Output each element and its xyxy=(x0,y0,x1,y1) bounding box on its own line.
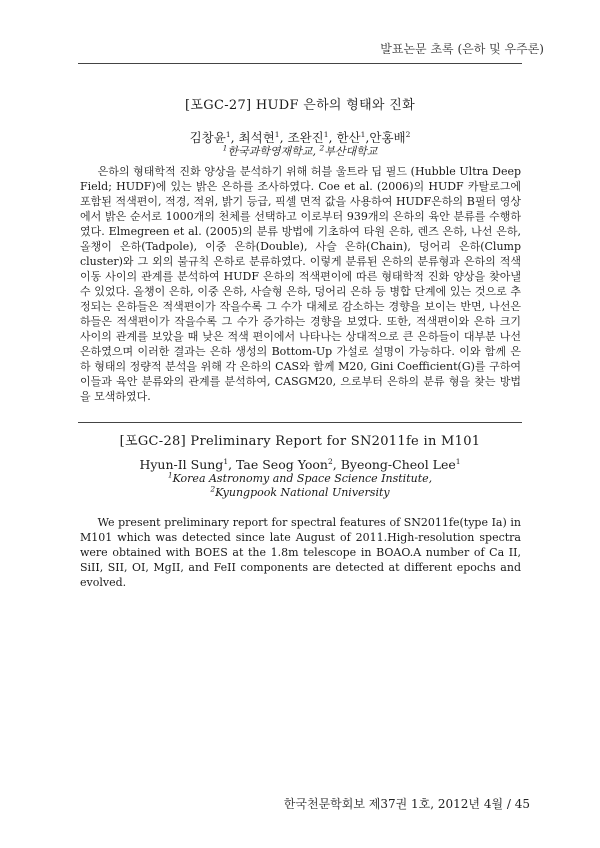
author-name: Tae Seog Yoon xyxy=(236,457,328,472)
author-sup: 1 xyxy=(223,456,229,466)
paper1-abstract: 은하의 형태학적 진화 양상을 분석하기 위해 허블 울트라 딥 필드 (Hubble Ultra Deep Field; HUDF)에 있는 밝은 은하를 조사하였다. Coe et al. (2006)의 HUDF 카탈로그에 포함된 적색편이, 적경, 적위, 밝기 등급, 픽셀 면적 값을 사용하여 HUDF은하의 B필터 영상에서 밝은 순서로 1000개의 천체를 선택하고 이로부터 939개의 은하의 육안 분류를 수행하였다. Elmegreen et al. (2005)의 분류 방법에 기초하여 타원 은하, 렌즈 은하, 나선 은하, 올챙이 은하(Tadpole), 이중 은하(Double), 사슬 은하(Chain), 덩어리 은하(Clump cluster)와 그 외의 불규칙 은하로 분류하였다. 이렇게 분류된 은하의 분류형과 은하의 적색이동 사이의 관계를 분석하여 HUDF 은하의 적색편이에 따른 형태학적 진화 양상을 찾아낼 수 있었다. 올챙이 은하, 이중 은하, 사슬형 은하, 덩어리 은하 등 병합 단계에 있는 것으로 추정되는 은하들은 적색편이가 작을수록 그 수가 대체로 감소하는 경향을 보이는 반면, 나선은하들은 적색편이가 작을수록 그 수가 증가하는 경향을 보였다. 또한, 적색편이와 은하 크기 사이의 관계를 보았을 때 낮은 적색 편이에서 나타나는 상대적으로 큰 은하들이 대부분 나선 은하였으며 이러한 결과는 은하 생성의 Bottom-Up 가설로 설명이 가능하다. 이와 함께 은하 형태의 정량적 분석을 위해 각 은하의 CAS와 함께 M20, Gini Coefficient(G)를 구하여 이들과 육안 분류와의 관계를 분석하여, CASGM20, 으로부터 은하의 분류 형을 찾는 방법을 모색하였다. xyxy=(80,165,521,403)
affil-name: Kyungpook National University xyxy=(215,486,390,499)
affiliation-line xyxy=(0,472,600,486)
affil-sup: 2 xyxy=(210,484,216,494)
affil-name: 한국과학영재학교 xyxy=(227,145,313,158)
header-rule xyxy=(78,63,522,64)
running-head: 발표논문 초록 (은하 및 우주론) xyxy=(380,42,544,56)
author-sup: 1 xyxy=(323,129,329,139)
affil-name: 부산대학교 xyxy=(324,145,378,158)
affil-sup: 2 xyxy=(319,143,325,153)
author-name: 안홍배 xyxy=(369,130,406,145)
affiliation-line xyxy=(0,486,600,500)
affil-sup: 1 xyxy=(222,143,228,153)
author-name: 한산 xyxy=(336,130,361,145)
paper2-affiliations xyxy=(0,472,600,500)
affil-sup: 1 xyxy=(167,470,173,480)
page-footer: 한국천문학회보 제37권 1호, 2012년 4월 / 45 xyxy=(283,797,530,811)
author-name: 조완진 xyxy=(287,130,324,145)
paper2-authors: Hyun-Il Sung$^1$, Tae Seog Yoon$^2$, Byeong-Cheol Lee$^1$ xyxy=(139,456,461,472)
author-name: Hyun-Il Sung xyxy=(139,457,224,472)
paper2-title: [포GC-28] Preliminary Report for SN2011fe in M101 xyxy=(119,434,481,449)
author-sup: 1 xyxy=(225,129,231,139)
paper2-abstract: We present preliminary report for spectral features of SN2011fe(type Ia) in M101 which was detected since late August of 2011.High-resolution spectra were obtained with BOES at the 1.8m telescope in BOAO.A number of Ca II, SiII, SII, OI, MgII, and FeII components are detected at different epochs and evolved. xyxy=(80,516,521,589)
paper1-affiliations: $^1$한국과학영재학교, $^2$부산대학교 xyxy=(222,143,378,158)
author-sup: 1 xyxy=(360,129,366,139)
paper1-title: [포GC-27] HUDF 은하의 형태와 진화 xyxy=(185,98,415,113)
paper1-authors: 김창윤$^1$, 최석현$^1$, 조완진$^1$, 한산$^1$,안홍배$^2$ xyxy=(189,129,411,145)
author-sup: 2 xyxy=(327,456,333,466)
affil-name: Korea Astronomy and Space Science Institute, xyxy=(172,472,433,485)
author-sup: 1 xyxy=(455,456,461,466)
author-sup: 2 xyxy=(405,129,411,139)
author-name: 김창윤 xyxy=(189,130,226,145)
section-rule xyxy=(78,422,522,423)
author-name: Byeong-Cheol Lee xyxy=(340,457,456,472)
author-sup: 1 xyxy=(274,129,280,139)
author-name: 최석현 xyxy=(238,130,275,145)
